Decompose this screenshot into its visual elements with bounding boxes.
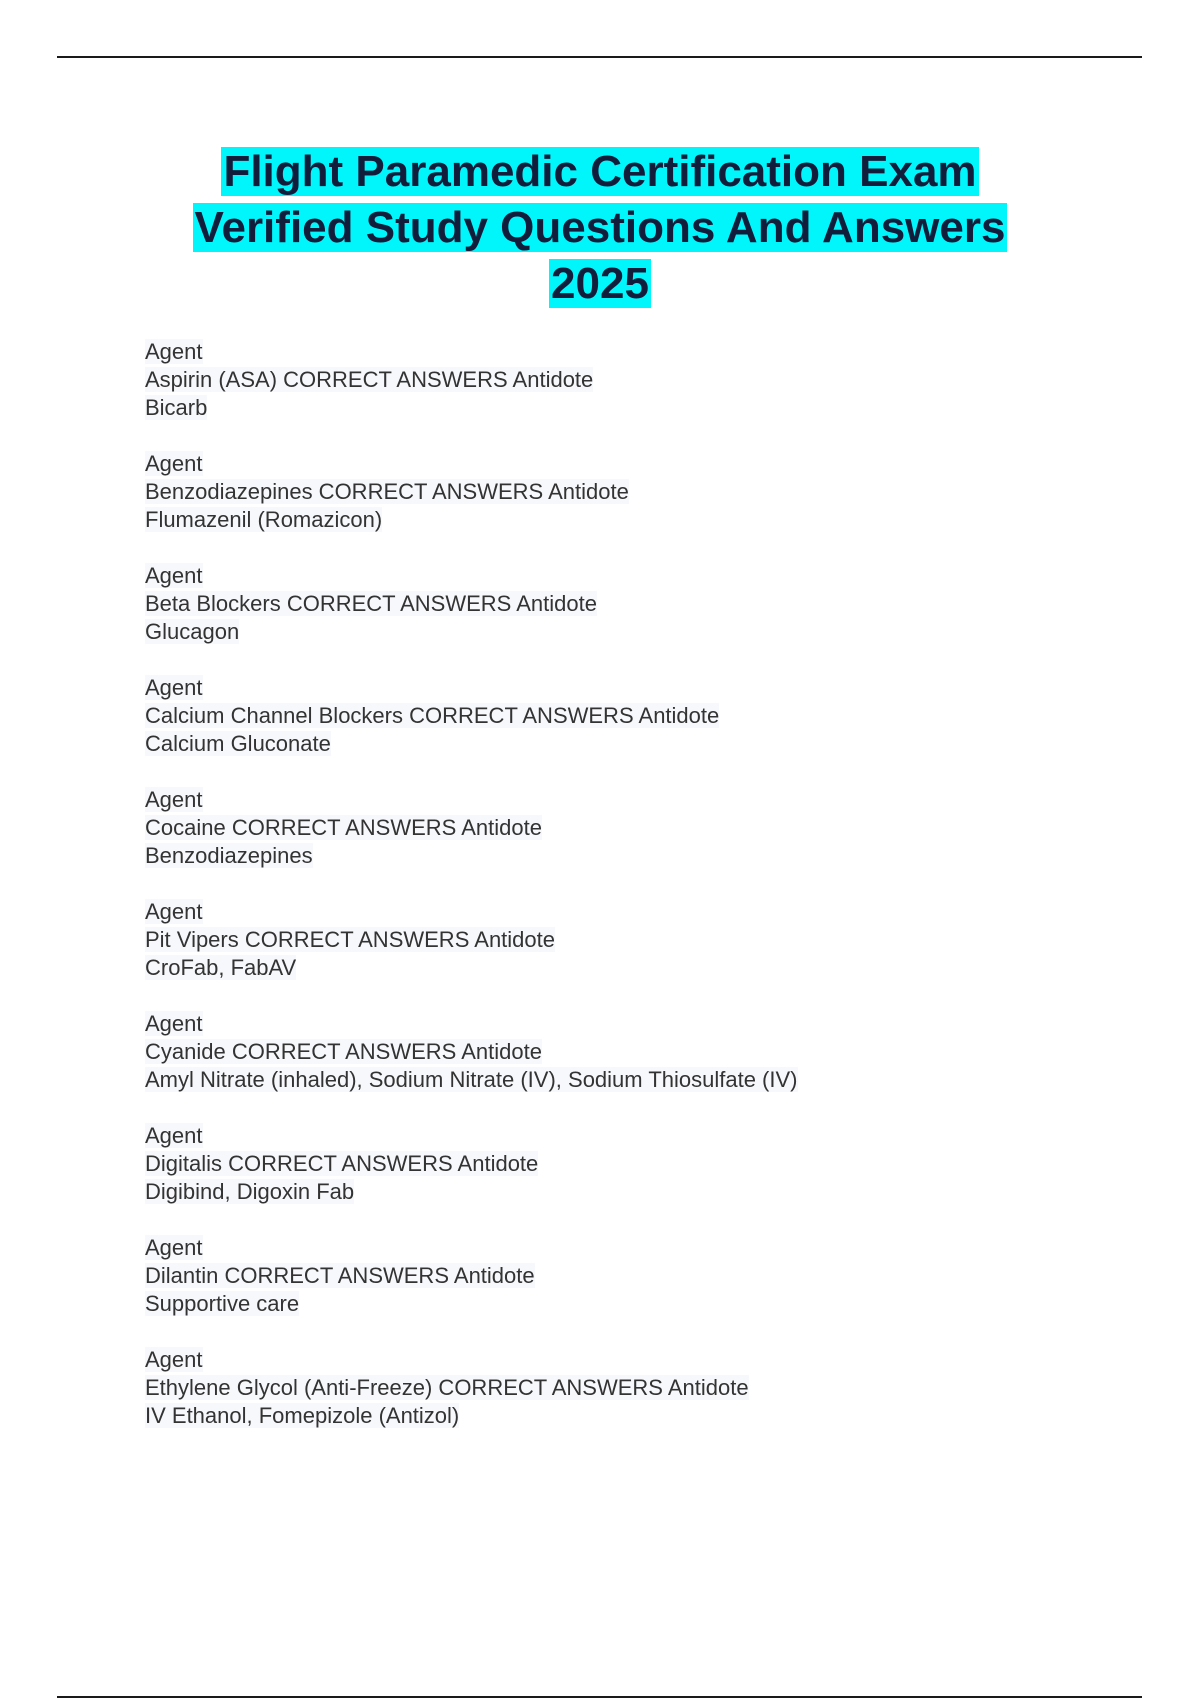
entry-answer: CroFab, FabAV: [145, 955, 297, 980]
entry-label: Agent: [145, 563, 203, 588]
entry-question: Cyanide CORRECT ANSWERS Antidote: [145, 1039, 542, 1064]
entry-answer: Benzodiazepines: [145, 843, 313, 868]
entry-answer: IV Ethanol, Fomepizole (Antizol): [145, 1403, 460, 1428]
entry-label: Agent: [145, 1347, 203, 1372]
entry-answer: Flumazenil (Romazicon): [145, 507, 383, 532]
entry-label: Agent: [145, 1123, 203, 1148]
qa-entry: [145, 786, 1105, 870]
qa-entry: [145, 898, 1105, 982]
entry-answer: Supportive care: [145, 1291, 300, 1316]
qa-entry: [145, 1234, 1105, 1318]
entry-label: Agent: [145, 899, 203, 924]
entry-answer: Calcium Gluconate: [145, 731, 331, 756]
qa-entry: [145, 1010, 1105, 1094]
qa-entry: [145, 338, 1105, 422]
entry-label: Agent: [145, 451, 203, 476]
qa-entry: [145, 1346, 1105, 1430]
entry-answer: Glucagon: [145, 619, 240, 644]
qa-list: [145, 338, 1105, 1458]
entry-label: Agent: [145, 787, 203, 812]
title-line-3: 2025: [551, 259, 649, 308]
entry-question: Dilantin CORRECT ANSWERS Antidote: [145, 1263, 535, 1288]
entry-question: Benzodiazepines CORRECT ANSWERS Antidote: [145, 479, 629, 504]
qa-entry: [145, 450, 1105, 534]
title-line-2: Verified Study Questions And Answers: [194, 203, 1006, 252]
title-line-1: Flight Paramedic Certification Exam: [223, 147, 977, 196]
bottom-rule: [57, 1696, 1142, 1698]
qa-entry: [145, 562, 1105, 646]
entry-question: Cocaine CORRECT ANSWERS Antidote: [145, 815, 542, 840]
document-title: [0, 144, 1200, 312]
entry-label: Agent: [145, 1235, 203, 1260]
entry-question: Pit Vipers CORRECT ANSWERS Antidote: [145, 927, 555, 952]
entry-question: Ethylene Glycol (Anti-Freeze) CORRECT ANSWERS Antidote: [145, 1375, 749, 1400]
entry-answer: Amyl Nitrate (inhaled), Sodium Nitrate (IV), Sodium Thiosulfate (IV): [145, 1067, 798, 1092]
entry-answer: Bicarb: [145, 395, 208, 420]
qa-entry: [145, 674, 1105, 758]
entry-question: Aspirin (ASA) CORRECT ANSWERS Antidote: [145, 367, 594, 392]
qa-entry: [145, 1122, 1105, 1206]
entry-label: Agent: [145, 675, 203, 700]
entry-label: Agent: [145, 1011, 203, 1036]
entry-question: Beta Blockers CORRECT ANSWERS Antidote: [145, 591, 597, 616]
entry-question: Calcium Channel Blockers CORRECT ANSWERS Antidote: [145, 703, 720, 728]
entry-question: Digitalis CORRECT ANSWERS Antidote: [145, 1151, 539, 1176]
entry-label: Agent: [145, 339, 203, 364]
entry-answer: Digibind, Digoxin Fab: [145, 1179, 355, 1204]
top-rule: [57, 56, 1142, 58]
